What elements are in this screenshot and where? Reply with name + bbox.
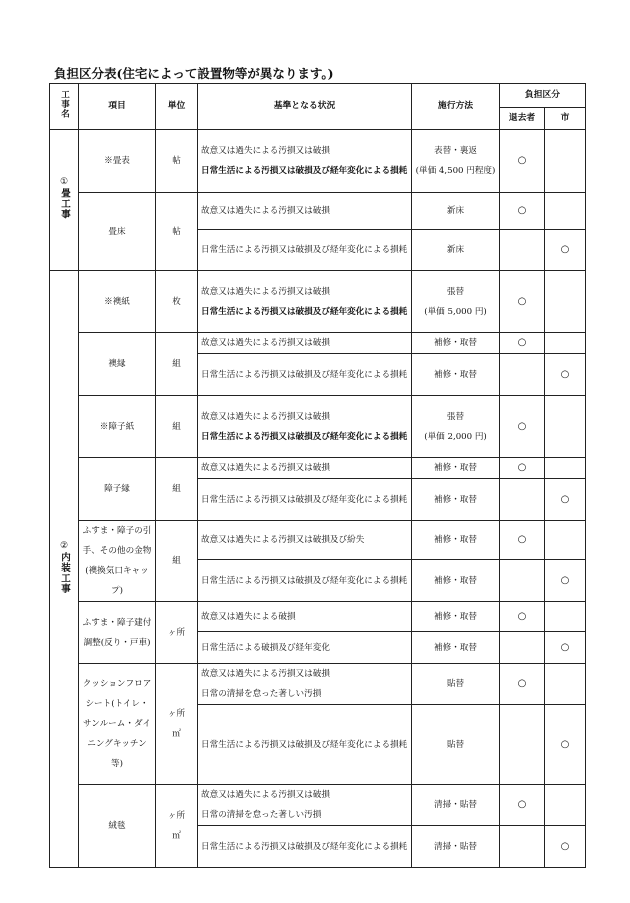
header-method: 施行方法: [412, 84, 500, 130]
header-city: 市: [545, 108, 586, 130]
table-row: ふすま・障子建付調整(反り・戸車) ヶ所 故意又は過失による破損 補修・取替 ○: [50, 602, 586, 632]
table-row: 日常生活による汚損又は破損及び経年変化による損耗 貼替 ○: [50, 705, 586, 785]
table-row: 日常生活による汚損又は破損及び経年変化による損耗 補修・取替 ○: [50, 479, 586, 521]
header-tenant: 退去者: [500, 108, 545, 130]
table-row: ② 内装工事 ※襖紙 枚 故意又は過失による汚損又は破損 日常生活による汚損又は破損及び経年変化による損耗 張替 (単価 5,000 円) ○: [50, 271, 586, 333]
category-tatami: ① 畳工事: [50, 130, 79, 271]
header-burden: 負担区分: [500, 84, 586, 108]
table-row: 障子縁 組 故意又は過失による汚損又は破損 補修・取替 ○: [50, 458, 586, 479]
table-row: 日常生活による破損及び経年変化 補修・取替 ○: [50, 632, 586, 664]
table-row: ※障子紙 組 故意又は過失による汚損又は破損 日常生活による汚損又は破損及び経年変化による損耗 張替 (単価 2,000 円) ○: [50, 396, 586, 458]
table-row: 襖縁 組 故意又は過失による汚損又は破損 補修・取替 ○: [50, 333, 586, 354]
burden-table: [49, 83, 586, 868]
table-row: 日常生活による汚損又は破損及び経年変化による損耗 補修・取替 ○: [50, 354, 586, 396]
table-row: 日常生活による汚損又は破損及び経年変化による損耗 新床 ○: [50, 230, 586, 271]
table-row: 日常生活による汚損又は破損及び経年変化による損耗 清掃・貼替 ○: [50, 826, 586, 868]
category-interior: ② 内装工事: [50, 271, 79, 868]
header-unit: 単位: [156, 84, 198, 130]
table-row: 畳床 帖 故意又は過失による汚損又は破損 新床 ○: [50, 193, 586, 230]
table-row: ① 畳工事 ※畳表 帖 故意又は過失による汚損又は破損 日常生活による汚損又は破損及び経年変化による損耗 表替・裏返 (単価 4,500 円程度) ○: [50, 130, 586, 193]
table-row: クッションフロアシート(トイレ・サンルーム・ダイニングキッチン等) ヶ所 ㎡ 故意又は過失による汚損又は破損 日常の清掃を怠った著しい汚損 貼替 ○: [50, 664, 586, 705]
header-criteria: 基準となる状況: [198, 84, 412, 130]
header-item: 項目: [79, 84, 156, 130]
header-category: 工事名: [50, 84, 79, 130]
page-title: 負担区分表(住宅によって設置物等が異なります。): [54, 66, 334, 81]
table-row: 絨毯 ヶ所 ㎡ 故意又は過失による汚損又は破損 日常の清掃を怠った著しい汚損 清掃・貼替 ○: [50, 785, 586, 826]
table-row: ふすま・障子の引手、その他の金物(襖換気口キャップ) 組 故意又は過失による汚損又は破損及び紛失 補修・取替 ○: [50, 521, 586, 560]
table-row: 日常生活による汚損又は破損及び経年変化による損耗 補修・取替 ○: [50, 560, 586, 602]
